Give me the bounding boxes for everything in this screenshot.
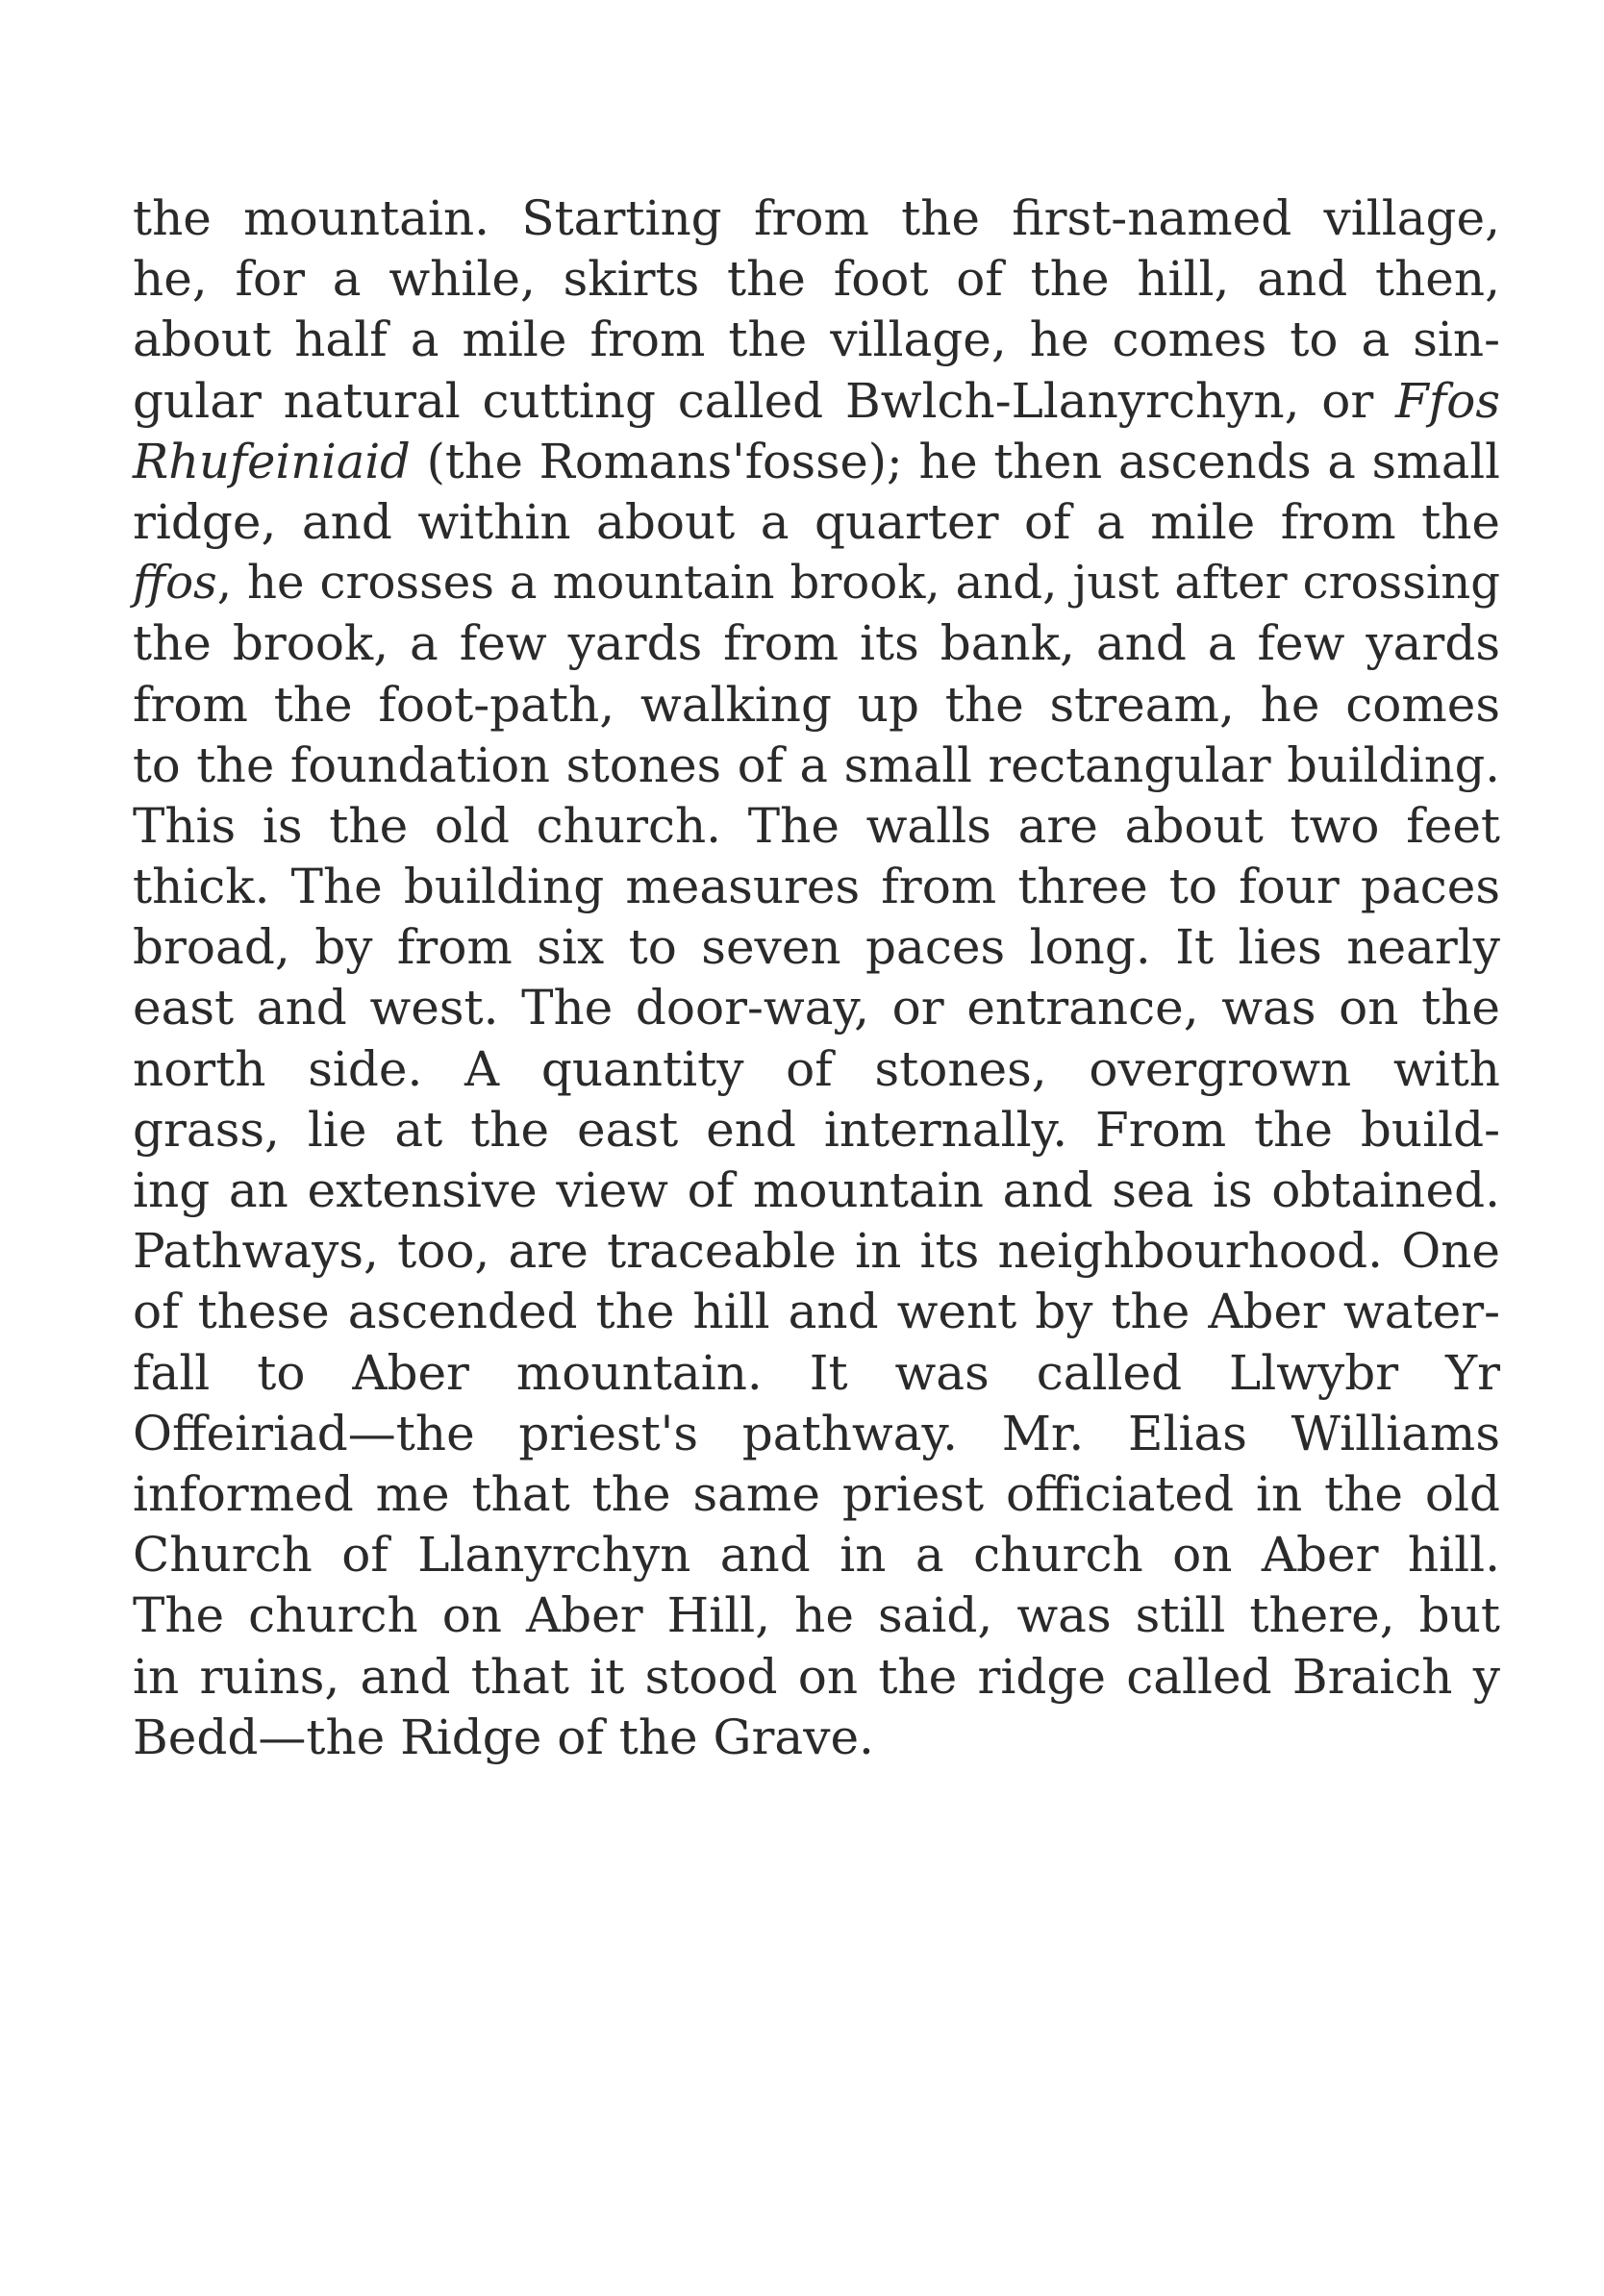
text-line bbox=[133, 371, 1500, 432]
text-run: about half a mile from the village, he comes to a sin- bbox=[133, 312, 1500, 368]
text-run: Church of Llanyrchyn and in a church on Aber hill. bbox=[133, 1527, 1500, 1584]
text-run: ing an extensive view of mountain and sea is obtained. bbox=[133, 1162, 1500, 1218]
text-run: fall to Aber mountain. It was called Llwybr Yr bbox=[133, 1344, 1500, 1401]
text-line bbox=[133, 1464, 1500, 1525]
text-line bbox=[133, 1404, 1500, 1464]
text-line bbox=[133, 188, 1500, 249]
text-line bbox=[133, 1343, 1500, 1404]
text-run: thick. The building measures from three to four paces bbox=[133, 859, 1500, 915]
text-line bbox=[133, 1525, 1500, 1585]
text-line bbox=[133, 917, 1500, 978]
italic-text: Ffos bbox=[1395, 372, 1500, 429]
text-line bbox=[133, 492, 1500, 553]
italic-text: Rhufeiniaid bbox=[133, 433, 411, 489]
text-run: , he crosses a mountain brook, and, just after crossing bbox=[216, 556, 1500, 611]
text-run: informed me that the same priest officiated in the old bbox=[133, 1465, 1500, 1522]
text-run: the brook, a few yards from its bank, and a few yards bbox=[133, 615, 1500, 672]
text-run: from the foot-path, walking up the stream, he comes bbox=[133, 676, 1500, 733]
text-run: the mountain. Starting from the first-named village, bbox=[133, 190, 1500, 246]
text-line bbox=[133, 432, 1500, 492]
text-run: Offeiriad—the priest's pathway. Mr. Elias Williams bbox=[133, 1405, 1500, 1461]
text-line bbox=[133, 857, 1500, 917]
text-line bbox=[133, 1708, 1500, 1768]
text-run: grass, lie at the east end internally. From the build- bbox=[133, 1101, 1500, 1158]
text-run: Pathways, too, are traceable in its neighbourhood. One bbox=[133, 1223, 1500, 1280]
text-run: north side. A quantity of stones, overgrown with bbox=[133, 1040, 1500, 1097]
text-run: This is the old church. The walls are about two feet bbox=[133, 797, 1500, 854]
text-run: he, for a while, skirts the foot of the hill, and then, bbox=[133, 251, 1500, 308]
text-line bbox=[133, 978, 1500, 1038]
text-line bbox=[133, 1100, 1500, 1160]
text-line bbox=[133, 249, 1500, 310]
text-line bbox=[133, 1039, 1500, 1100]
text-line bbox=[133, 1647, 1500, 1708]
text-line bbox=[133, 675, 1500, 736]
text-run: gular natural cutting called Bwlch-Llanyrchyn, or bbox=[133, 372, 1396, 429]
italic-text: ffos bbox=[133, 556, 217, 611]
text-line bbox=[133, 310, 1500, 370]
text-line bbox=[133, 613, 1500, 674]
text-line bbox=[133, 796, 1500, 857]
text-line bbox=[133, 736, 1500, 796]
body-paragraph bbox=[133, 188, 1500, 1768]
text-run: ridge, and within about a quarter of a mile from the bbox=[133, 493, 1500, 550]
text-run: east and west. The door-way, or entrance, was on the bbox=[133, 980, 1500, 1036]
text-line bbox=[133, 1221, 1500, 1282]
text-line bbox=[133, 1160, 1500, 1221]
text-run: The church on Aber Hill, he said, was still there, but bbox=[133, 1587, 1500, 1644]
text-run: in ruins, and that it stood on the ridge called Braich y bbox=[133, 1648, 1500, 1705]
text-run: of these ascended the hill and went by the Aber water- bbox=[133, 1284, 1500, 1340]
text-line bbox=[133, 1585, 1500, 1646]
text-run: Bedd—the Ridge of the Grave. bbox=[133, 1709, 874, 1765]
text-line bbox=[133, 553, 1500, 613]
text-run: to the foundation stones of a small rectangular building. bbox=[133, 736, 1500, 793]
text-run: broad, by from six to seven paces long. It lies nearly bbox=[133, 919, 1500, 976]
text-run: (the Romans'fosse); he then ascends a small bbox=[410, 433, 1500, 489]
text-line bbox=[133, 1282, 1500, 1342]
